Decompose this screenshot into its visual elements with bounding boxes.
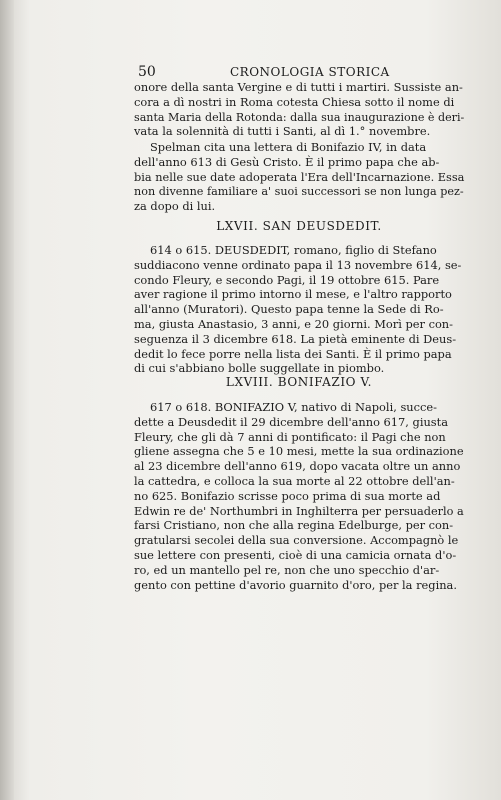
text-line: gratularsi secolei della sua conversione. Accompagnò le — [134, 533, 459, 548]
text-line: dette a Deusdedit il 29 dicembre dell'anno 617, giusta — [134, 414, 449, 429]
text-line: cora a dì nostri in Roma cotesta Chiesa sotto il nome di — [134, 94, 455, 109]
text-line: ma, giusta Anastasio, 3 anni, e 20 giorni. Morì per con- — [134, 316, 453, 331]
paragraph-bonifazio-v — [134, 400, 464, 592]
paragraph-vergine-martiri — [134, 80, 464, 139]
text-line: seguenza il 3 dicembre 618. La pietà eminente di Deus- — [134, 331, 457, 346]
text-line: dell'anno 613 di Gesù Cristo. È il primo papa che ab- — [134, 154, 440, 169]
text-line: gento con pettine d'avorio guarnito d'oro, per la regina. — [134, 577, 457, 592]
text-line: no 625. Bonifazio scrisse poco prima di sua morte ad — [134, 488, 441, 503]
paragraph-spelman — [134, 140, 464, 214]
page-gutter-shadow — [0, 0, 14, 800]
text-line: al 23 dicembre dell'anno 619, dopo vacata oltre un anno — [134, 459, 461, 474]
text-line: condo Fleury, e secondo Pagi, il 19 ottobre 615. Pare — [134, 272, 440, 287]
text-line: non divenne familiare a' suoi successori se non lunga pez- — [134, 184, 464, 199]
paragraph-deusdedit — [134, 243, 464, 376]
text-line: bia nelle sue date adoperata l'Era dell'Incarnazione. Essa — [134, 169, 465, 184]
text-line: Edwin re de' Northumbri in Inghilterra per persuaderlo a — [134, 503, 464, 518]
text-line: gliene assegna che 5 e 10 mesi, mette la sua ordinazione — [134, 444, 464, 459]
text-line: farsi Cristiano, non che alla regina Edelburge, per con- — [134, 518, 454, 533]
text-line: aver ragione il primo intorno il mese, e l'altro rapporto — [134, 287, 452, 302]
text-line: onore della santa Vergine e di tutti i martiri. Sussiste an- — [134, 80, 463, 94]
text-line: suddiacono venne ordinato papa il 13 novembre 614, se- — [134, 257, 462, 272]
text-line: santa Maria della Rotonda: dalla sua inaugurazione è deri- — [134, 109, 465, 124]
text-line: sue lettere con presenti, cioè di una camicia ornata d'o- — [134, 547, 457, 562]
section-heading-bonifazio-v: LXVIII. BONIFAZIO V. — [225, 375, 373, 389]
text-line: dedit lo fece porre nella lista dei Santi. È il primo papa — [134, 346, 452, 361]
text-line: ro, ed un mantello pel re, non che uno specchio d'ar- — [134, 562, 440, 577]
page-number: 50 — [138, 64, 156, 80]
text-line: 617 o 618. BONIFAZIO V, nativo di Napoli, succe- — [150, 400, 437, 414]
text-line: di cui s'abbiano bolle suggellate in piombo. — [134, 361, 385, 376]
text-line: vata la solennità di tutti i Santi, al dì 1.° novembre. — [134, 124, 431, 139]
section-heading-deusdedit: LXVII. SAN DEUSDEDIT. — [216, 219, 382, 233]
text-line: 614 o 615. DEUSDEDIT, romano, figlio di Stefano — [150, 243, 437, 257]
running-title: CRONOLOGIA STORICA — [230, 65, 390, 79]
text-line: la cattedra, e colloca la sua morte al 22 ottobre dell'an- — [134, 473, 455, 488]
text-line: Fleury, che gli dà 7 anni di pontificato: il Pagi che non — [134, 429, 446, 444]
text-line: all'anno (Muratori). Questo papa tenne la Sede di Ro- — [134, 302, 444, 317]
text-line: za dopo di lui. — [134, 199, 216, 214]
text-line: Spelman cita una lettera di Bonifazio IV, in data — [150, 140, 427, 154]
